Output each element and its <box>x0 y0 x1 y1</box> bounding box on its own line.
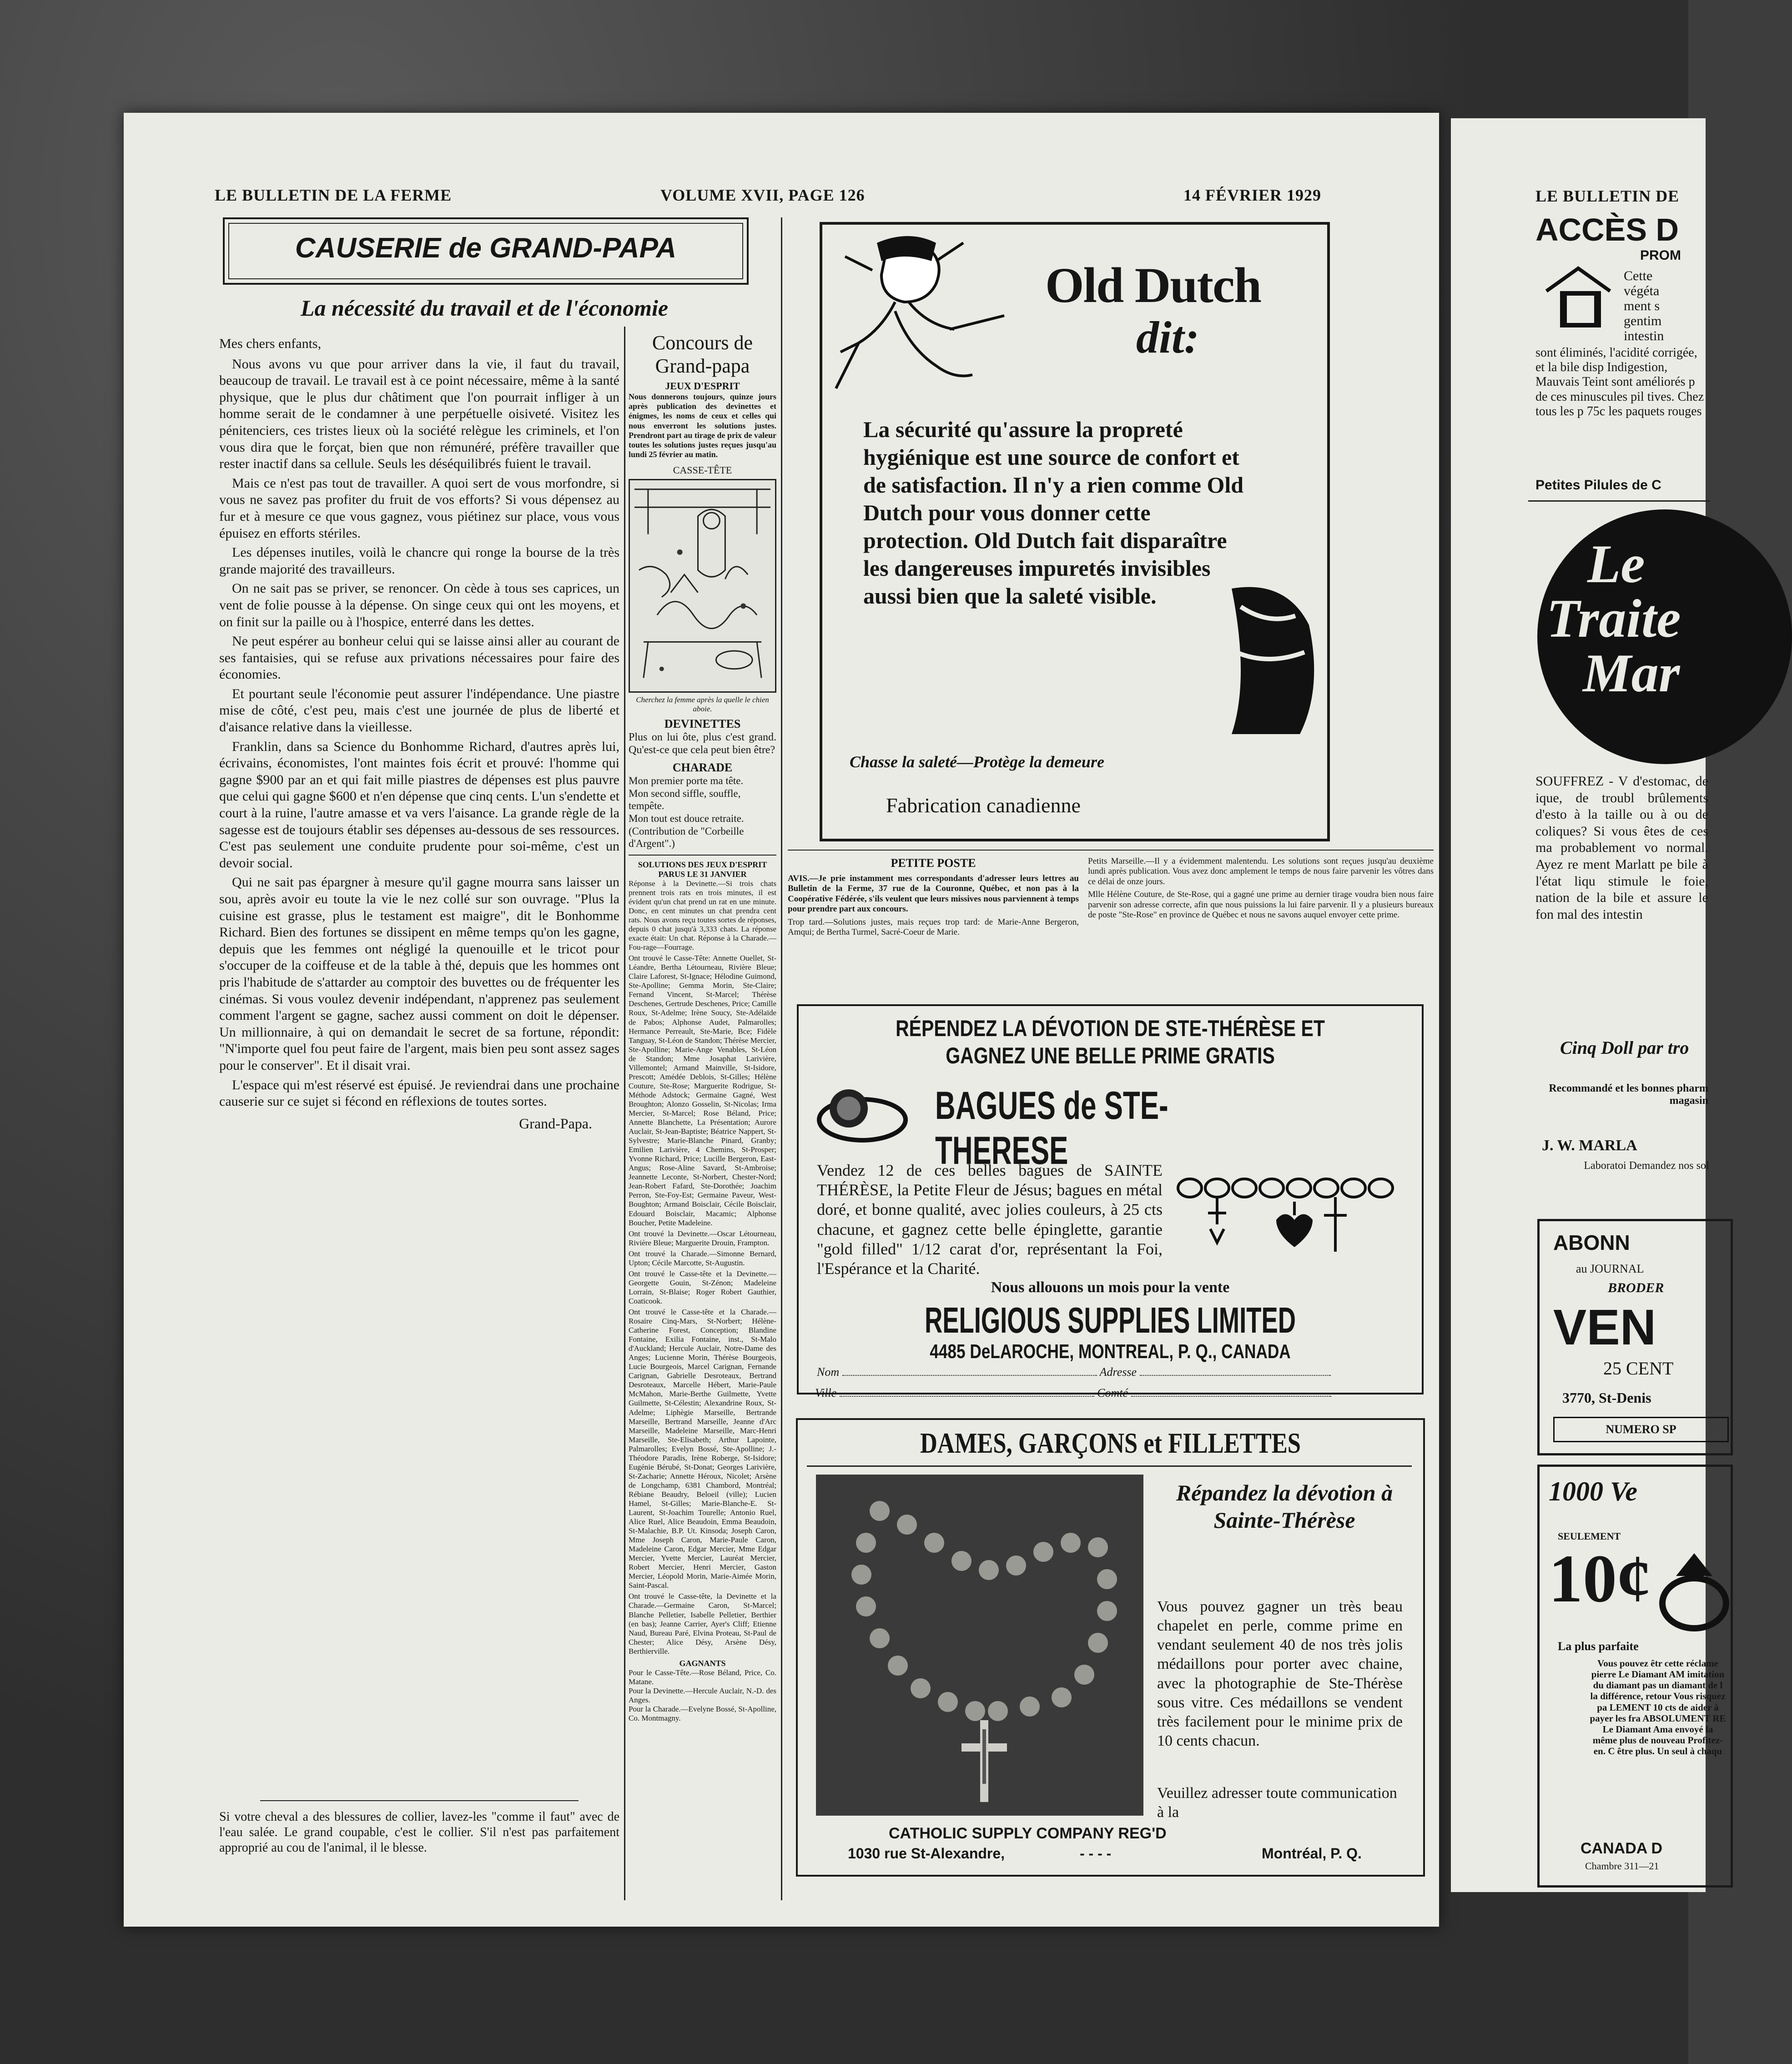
chapelet-contact: Veuillez adresser toute communication à la <box>1157 1785 1397 1821</box>
bagues-ad <box>797 1004 1424 1394</box>
charade-heading: CHARADE <box>672 761 733 775</box>
gagnant: Pour la Charade.—Evelyne Bossé, St-Apolline, Co. Montmagny. <box>629 1704 776 1722</box>
divider <box>1528 500 1710 502</box>
gagnant: Pour le Casse-Tête.—Rose Béland, Price, Co. Matane. <box>629 1668 776 1686</box>
solutions-text: Réponse à la Devinette.—Si trois chats prennent trois rats en trois minutes, il est évident qu'un chat prend un rat en une minute. Donc, en cent minutes un chat prendra cent rats. Nous avons reçu toutes sortes de réponses, depuis 0 chat jusqu'à 3,333 chats. La réponse exacte était: Un chat. Réponse à la Charade.—Fou-rage—Fourrage. <box>629 879 776 952</box>
form-field-nom[interactable] <box>842 1375 1097 1376</box>
causerie-paragraph: Les dépenses inutiles, voilà le chancre qui ronge la bourse de la très grande majorité des travailleurs. <box>219 545 619 577</box>
pin-illustration <box>1172 1170 1399 1279</box>
jeux-heading: JEUX D'ESPRIT <box>665 380 740 392</box>
form-label-comte: Comté <box>1097 1386 1128 1399</box>
diamant-parfaite: La plus parfaite <box>1558 1640 1639 1653</box>
form-label-adresse: Adresse <box>1099 1365 1137 1379</box>
adjacent-page <box>1451 118 1726 1892</box>
running-header-left: LE BULLETIN DE LA FERME <box>215 186 452 204</box>
bagues-company: RELIGIOUS SUPPLIES LIMITED <box>924 1300 1296 1340</box>
carters-line: ment s <box>1624 298 1660 313</box>
chapelet-body: Vous pouvez gagner un très beau chapelet en perle, comme prime en vendant seulement 40 de nos très jolis médaillons pour porter avec chaine, avec la photographie de Ste-Thérèse sous vitre. Ces médaillons se vendent très facilement pour le minime prix de 10 cents chacun. <box>1157 1598 1403 1750</box>
causerie-title-box <box>223 217 749 285</box>
found-casse-charade: Ont trouvé le Casse-tête et la Charade.—Rosaire Cinq-Mars, St-Norbert; Hélène-Catherine Forest, Conception; Blandine Fontaine, Exilia Fontaine, inst., St-Malo d'Auckland; Hercule Auclair, Notre-Dame des Anges; Lucienne Morin, Thérèse Bourgeois, Lucie Bourgeois, Marcel Carignan, Fernande Carignan, Gabrielle Desroteaux, Bertrand Desroteaux, Marcelle Hébert, Marie-Paule McMahon, Marie-Berthe Guilmette, Yvette Guilmette, St-Célestin; Alexandrine Roux, St-Adelme; Liphègie Marseille, Bertrande Marseille, Bertrand Marseille, Jeanne d'Arc Marseille, Madeleine Marseille, Marc-Henri Marseille, Ste-Elisabeth; Arthur Lapointe, Palmarolles; Evelyn Bossé, Ste-Apolline; J.-Théodore Paradis, Irène Roberge, St-Isidore; Eugénie Bérubé, St-Donat; Georges Larivière, St-Zacharie; Annette Héroux, Nicolet; Arsène de Longchamp, 6381 Chambord, Montréal; Rébiane Beaudry, Beloeil (ville); Lucien Hamel, St-Gilles; Marie-Blanche-E. St-Laurent, St-Joachim Tourelle; Antonio Ruel, Alice Ruel, Alice Beaudoin, Emma Beaudoin, St-Malachie, B.P. Ut. Kinsoda; Joseph Caron, Mme Joseph Caron, Marie-Paule Caron, Madeleine Caron, Edgar Mercier, Mme Edgar Mercier, Yvette Mercier, Lauréat Mercier, Robert Mercier, Henri Mercier, Gaston Mercier, Léopold Morin, Marie-Aimée Morin, Saint-Pascal. <box>629 1307 776 1590</box>
causerie-paragraph: Franklin, dans sa Science du Bonhomme Richard, d'autres après lui, écrivains, économistes, l'ont maintes fois écrit et prouvé: l'homme qui gagne $900 par an et qui fait mille piastres de dépenses est plus pauvre que celui qui gagne $600 et n'en dépense que cinq cents. L'un s'endette et court à la ruine, l'autre amasse et va vers l'aisance. La grande règle de la sagesse est de toujours établir ses dépenses au-dessous de ses ressources. C'est pas seulement une conduite prudente pour soi-même, c'est un devoir social. <box>219 739 619 871</box>
diamond-ring-icon <box>1658 1544 1731 1635</box>
acces-subhead: PROM <box>1640 248 1681 263</box>
broderie-ad <box>1537 1219 1733 1455</box>
bagues-order-form-row2 <box>815 1386 1406 1400</box>
signature: Grand-Papa. <box>519 1115 592 1132</box>
broderie-journal: au JOURNAL <box>1576 1262 1644 1275</box>
old-dutch-origin: Fabrication canadienne <box>886 794 1081 817</box>
divider <box>260 1800 579 1801</box>
concours-title: Concours de Grand-papa <box>652 332 753 377</box>
carters-text: sont éliminés, l'acidité corrigée, et la bile disp Indigestion, Mauvais Teint sont améliorés p de ces minuscules pil tives. Chez tous les p 75c les paquets rouges <box>1535 346 1704 418</box>
petite-poste-couture: Mlle Hélène Couture, de Ste-Rose, qui a gagné une prime au dernier tirage voudra bien nous faire parvenir son adresse correcte, afin que nous puissions la lui faire parvenir. Il y a plusieurs bureaux de poste "Ste-Rose" en province de Québec et nous ne savons auquel envoyer cette prime. <box>1088 890 1434 920</box>
causerie-paragraph: Ne peut espérer au bonheur celui qui se laisse ainsi aller au courant de ses fantaisies, qui se refuse aux privations nécessaires pour faire des économies. <box>219 634 619 682</box>
causerie-paragraph: Mais ce n'est pas tout de travailler. A quoi sert de vous morfondre, si vous ne savez pas profiter du fruit de vos efforts? Si vous dépensez au fur et à mesure ce que vous gagnez, vous piétinez sur place, vous vous épuisez en efforts stériles. <box>219 475 619 541</box>
causerie-column <box>219 336 619 1791</box>
bagues-product: BAGUES de STE-THERESE <box>935 1084 1168 1173</box>
carters-line: végéta <box>1624 283 1660 298</box>
carters-footer: Petites Pilules de C <box>1535 478 1661 493</box>
old-dutch-dit: dit: <box>1136 312 1199 362</box>
diamant-headline: 1000 Ve <box>1549 1476 1637 1506</box>
causerie-paragraph: Qui ne sait pas épargner à mesure qu'il gagne mourra sans laisser un sou, après avoir eu toute la vie le nez collé sur son ouvrage. "Plus la cuisine est grasse, plus le testament est maigre", dit le Bonhomme Richard. Bien des fortunes se dissipent en même temps qu'on les gagne, depuis que les femmes ont négligé la quenouille et le tricot pour s'occuper de la coiffeuse et de la table à thé, depuis que les hommes ont pris l'habitude de s'attarder au comptoir des buvettes ou de fréquenter les cinémas. Si vous voulez devenir indépendant, n'apprenez pas seulement comment l'argent se gagne, sachez aussi comment on doit le dépenser. Un millionnaire, à qui on demandait le secret de sa fortune, répondit: "N'importe quel fou peut faire de l'argent, mais bien peu sont assez sages pour le conserver". Et il disait vrai. <box>219 875 619 1073</box>
old-dutch-brand: Old Dutch <box>1045 257 1261 313</box>
puzzle-illustration <box>629 479 776 693</box>
charade-line: (Contribution de "Corbeille d'Argent".) <box>629 825 744 850</box>
divider <box>807 1465 1412 1467</box>
bagues-address: 4485 DeLAROCHE, MONTREAL, P. Q., CANADA <box>930 1340 1291 1363</box>
form-field-adresse[interactable] <box>1140 1375 1331 1376</box>
adjacent-running-header: LE BULLETIN DE <box>1535 187 1680 205</box>
petite-poste-trop-tard: Trop tard.—Solutions justes, mais reçues trop tard: de Marie-Anne Bergeron, Amqui; de Bertha Turmel, Sacré-Coeur de Marie. <box>788 917 1079 937</box>
old-dutch-woman-illustration <box>831 234 1032 407</box>
column-rule <box>624 327 625 1900</box>
logo-line: Traite <box>1546 588 1681 649</box>
charade-line: Mon second siffle, souffle, tempête. <box>629 787 741 812</box>
acces-headline: ACCÈS D <box>1535 212 1679 247</box>
carters-line: intestin <box>1624 328 1664 343</box>
chapelet-address: 1030 rue St-Alexandre, <box>848 1845 1005 1862</box>
causerie-paragraph: L'espace qui m'est réservé est épuisé. Je reviendrai dans une prochaine causerie sur ce sujet si fécond en réflexions de toutes sortes. <box>219 1077 619 1109</box>
causerie-title: CAUSERIE de GRAND-PAPA <box>295 232 677 264</box>
puzzle-caption: Cherchez la femme après la quelle le chien aboie. <box>636 695 769 713</box>
diamant-text: Vous pouvez êtr cette réclame pierre Le Diamant AM imitation du diamant pas un diamant de l la différence, retour Vous risquez pa LEMENT 10 cts de aider à payer les fra ABSOLUMENT RE Le Diamant Ama envoyé la même plus de nouveau Profitez-en. C être plus. Un seul à chaqu <box>1590 1658 1726 1757</box>
running-header-right: 14 FÉVRIER 1929 <box>1183 186 1322 204</box>
newspaper-page <box>124 113 1439 1927</box>
diamant-seulement: SEULEMENT <box>1558 1530 1621 1542</box>
petite-poste-left <box>788 856 1079 937</box>
petite-poste-right <box>1088 856 1434 920</box>
old-dutch-skirt-illustration <box>1213 579 1318 743</box>
rosary-photo <box>816 1475 1143 1816</box>
broderie-price: 25 CENT <box>1603 1358 1674 1379</box>
found-casse-tete: Ont trouvé le Casse-Tête: Annette Ouellet, St-Léandre, Bertha Létourneau, Rivière Bleue; Claire Laforest, St-Ignace; Hélodine Guimond, Ste-Apolline; Gemma Morin, Ste-Claire; Fernand Vincent, St-Marcel; Thérèse Deschenes, Gertrude Deschenes, Price; Camille Roux, St-Adelme; Irène Soucy, Ste-Adélaïde de Pabos; Alphonse Audet, Palmarolles; Hermance Perreault, Ste-Marie, Bce; Fidèle Tanguay, St-Léon de Standon; Thérèse Mercier, Ste-Apolline; Marie-Ange Venables, St-Léon de Standon; Mme Josaphat Larivière, Villemontel; Armand Mainville, St-Isidore, Prescott; Amédée Deblois, St-Gilles; Hélène Couture, Ste-Rose; Marguerite Rodrigue, St-Méthode Adstock; Germaine Gagné, West Broughton; Alonzo Gosselin, St-Nicolas; Irma Mercier, St-Marcel; Rose Béland, Price; Annette Blanchette, La Présentation; Aurore Auclair, St-Jean-Baptiste; Béatrice Nappert, St-Sylvestre; Marie-Blanche Pinard, Granby; Emilien Larivière, 4 Chemins, St-Prosper; Yvonne Richard, Price; Lucille Bergeron, East-Angus; Rose-Aline Savard, St-Ambroise; Jeannette Leconte, St-Norbert, Chester-Nord; Jean-Robert Fafard, Ste-Dorothée; Joachim Perron, Ste-Foy-Est; Germaine Paveur, West-Boughton; Armand Boisclair, Cécile Boisclair, Edouard Boisclair, Macamic; Alphonse Boucher, Petite Madeleine. <box>629 954 776 1227</box>
gagnant: Pour la Devinette.—Hercule Auclair, N.-D. des Anges. <box>629 1686 776 1704</box>
form-label-nom: Nom <box>817 1365 840 1379</box>
jeux-text: Nous donnerons toujours, quinze jours après publication des devinettes et énigmes, les noms de ceux et celles qui nous enverront les solutions justes. Prendront part au tirage de prix de valeur toutes les solutions justes reçues jusqu'au lundi 25 février au matin. <box>629 392 776 459</box>
diamant-company: CANADA D <box>1581 1840 1663 1857</box>
ring-illustration <box>812 1079 912 1147</box>
form-field-comte[interactable] <box>1131 1396 1331 1397</box>
carters-side-text <box>1624 268 1664 343</box>
solutions-heading: SOLUTIONS DES JEUX D'ESPRIT PARUS LE 31 JANVIER <box>638 860 767 879</box>
form-field-ville[interactable] <box>840 1396 1094 1397</box>
running-header-center: VOLUME XVII, PAGE 126 <box>660 186 865 204</box>
marlatt-company: J. W. MARLA <box>1542 1137 1637 1154</box>
broderie-title: BRODER <box>1608 1280 1664 1295</box>
charade-line: Mon tout est douce retraite. <box>629 813 744 825</box>
broderie-numero: NUMERO SP <box>1553 1417 1729 1442</box>
petite-poste-marseille: Petits Marseille.—Il y a évidemment malentendu. Les solutions sont reçues jusqu'au deuxième lundi après publication. Vous avez donc amplement le temps de nous faire parvenir les vôtres dans ce délai de onze jours. <box>1088 856 1434 886</box>
bagues-order-form <box>817 1365 1399 1379</box>
casse-heading: CASSE-TÊTE <box>673 464 732 476</box>
broderie-abonn: ABONN <box>1553 1231 1630 1254</box>
bagues-body: Vendez 12 de ces belles bagues de SAINTE THÉRÈSE, la Petite Fleur de Jésus; bagues en métal doré, et bonne qualité, avec jolies couleurs, à 25 cts chacune, et gagnez cette belle épinglette, garantie "gold filled" 1/12 carat d'or, représentant la Foi, l'Espérance et la Charité. <box>817 1161 1163 1278</box>
bagues-headline-2: GAGNEZ UNE BELLE PRIME GRATIS <box>946 1043 1275 1068</box>
marlatt-labo: Laboratoi Demandez nos sol <box>1584 1160 1709 1172</box>
carters-line: Cette <box>1624 268 1653 283</box>
carters-line: gentim <box>1624 313 1662 328</box>
logo-line: Mar <box>1583 643 1680 703</box>
divider <box>629 855 776 856</box>
chapelet-dashes: - - - - <box>1080 1845 1112 1862</box>
causerie-paragraph: On ne sait pas se priver, se renoncer. On cède à tous ses caprices, un vent de folie pousse à la dépense. On singe ceux qui ont les moyens, et on finit sur la paille ou à l'hospice, enterré dans les dettes. <box>219 581 619 629</box>
divider <box>788 850 1434 851</box>
broderie-address: 3770, St-Denis <box>1562 1389 1651 1406</box>
charade-lines <box>629 775 776 850</box>
devinettes-heading: DEVINETTES <box>664 717 741 730</box>
causerie-subtitle: La nécessité du travail et de l'économie <box>300 295 669 321</box>
found-devinette: Ont trouvé la Devinette.—Oscar Létourneau, Rivière Bleue; Marguerite Drouin, Frampton. <box>629 1229 776 1247</box>
gagnants-heading: GAGNANTS <box>679 1658 726 1668</box>
diamant-price: 10¢ <box>1549 1541 1651 1616</box>
found-casse-devinette: Ont trouvé le Casse-tête et la Devinette.—Georgette Gouin, St-Zénon; Madeleine Lorrain, St-Blaise; Roger Robert Gauthier, Coaticook. <box>629 1269 776 1305</box>
causerie-paragraph: Nous avons vu que pour arriver dans la vie, il faut du travail, beaucoup de travail. Le travail est à ce point nécessaire, même à la santé physique, que le plus dur châtiment que l'on pourrait infliger à un homme serait de le condamner à une perpétuelle oisiveté. Visitez les pénitenciers, ces tristes lieux où la société relègue les criminels, et l'on vous dira que le forçat, bien que non rémunéré, préfère travailler que rester inactif dans sa cellule. Seuls les déséquilibrés fuient le travail. <box>219 356 619 472</box>
logo-line: Le <box>1587 534 1645 594</box>
concours-column <box>629 331 776 1900</box>
found-all: Ont trouvé le Casse-tête, la Devinette et la Charade.—Germaine Caron, St-Marcel; Blanche Pelletier, Isabelle Pelletier, Berthier (en bas); Jeanne Carrier, Ayer's Cliff; Etienne Naud, Bureau Paré, Elvina Proteau, St-Paul de Chester; Alice Désy, Arsène Désy, Berthierville. <box>629 1592 776 1656</box>
broderie-vente: VEN <box>1553 1299 1656 1355</box>
chapelet-headline: DAMES, GARÇONS et FILLETTES <box>920 1427 1301 1459</box>
collar-note: Si votre cheval a des blessures de collier, lavez-les "comme il faut" avec de l'eau salée. Le grand coupable, c'est le collier. S'il n'est pas parfaitement approprié au cou de l'animal, il le blesse. <box>219 1810 619 1855</box>
found-charade: Ont trouvé la Charade.—Simonne Bernard, Upton; Cécile Marcotte, St-Augustin. <box>629 1249 776 1267</box>
diamant-ad <box>1537 1465 1733 1888</box>
petite-poste-title: PETITE POSTE <box>891 856 976 870</box>
causerie-paragraph: Et pourtant seule l'économie peut assurer l'indépendance. Une piastre mise de côté, c'est peu, mais c'est une journée de plus de liberté et d'aisance relative dans la vieillesse. <box>219 686 619 735</box>
marlatt-price: Cinq Doll par tro <box>1560 1037 1689 1058</box>
diamant-address: Chambre 311—21 <box>1585 1860 1659 1872</box>
charade-line: Mon premier porte ma tête. <box>629 775 744 787</box>
old-dutch-body: La sécurité qu'assure la propreté hygiénique est une source de confort et de satisfaction. Il n'y a rien comme Old Dutch pour vous donner cette protection. Old Dutch fait disparaître les dangereuses impuretés invisibles aussi bien que la saleté visible. <box>863 417 1244 609</box>
marlatt-logo-text <box>1546 534 1681 703</box>
chapelet-company: CATHOLIC SUPPLY COMPANY REG'D <box>889 1825 1167 1842</box>
bagues-credit: Nous allouons un mois pour la vente <box>991 1279 1230 1296</box>
chapelet-city: Montréal, P. Q. <box>1262 1845 1362 1862</box>
salutation: Mes chers enfants, <box>219 336 322 351</box>
chapelet-tagline: Répandez la dévotion à Sainte-Thérèse <box>1176 1480 1393 1533</box>
chapelet-ad <box>796 1418 1425 1877</box>
bagues-headline-1: RÉPENDEZ LA DÉVOTION DE STE-THÉRÈSE ET <box>896 1016 1325 1041</box>
form-label-ville: Ville <box>815 1386 837 1399</box>
old-dutch-ad <box>820 222 1330 841</box>
carters-pill-box-illustration <box>1542 264 1615 332</box>
marlatt-text: SOUFFREZ - V d'estomac, de ique, de troubl brûlements d'esto à la taille ou à ou de coliques? Si vous êtes de ces ma probablement vo normal. Ayez re ment Marlatt pe bile à l'état liqu stimule le foie, nation de la bile et assure le fon mal des intestin <box>1535 774 1708 922</box>
old-dutch-slogan: Chasse la saleté—Protège la demeure <box>850 753 1104 771</box>
column-rule <box>781 217 782 1900</box>
marlatt-recommend: Recommandé et les bonnes pharm magasin <box>1549 1082 1708 1107</box>
devinettes-text: Plus on lui ôte, plus c'est grand. Qu'est-ce que cela peut bien être? <box>629 731 776 756</box>
petite-poste-avis: AVIS.—Je prie instamment mes correspondants d'adresser leurs lettres au Bulletin de la Ferme, 37 rue de la Couronne, Québec, et non pas à la Coopérative Fédérée, s'ils veulent que leurs missives nous parviennent à temps pour prendre part aux concours. <box>788 874 1079 914</box>
